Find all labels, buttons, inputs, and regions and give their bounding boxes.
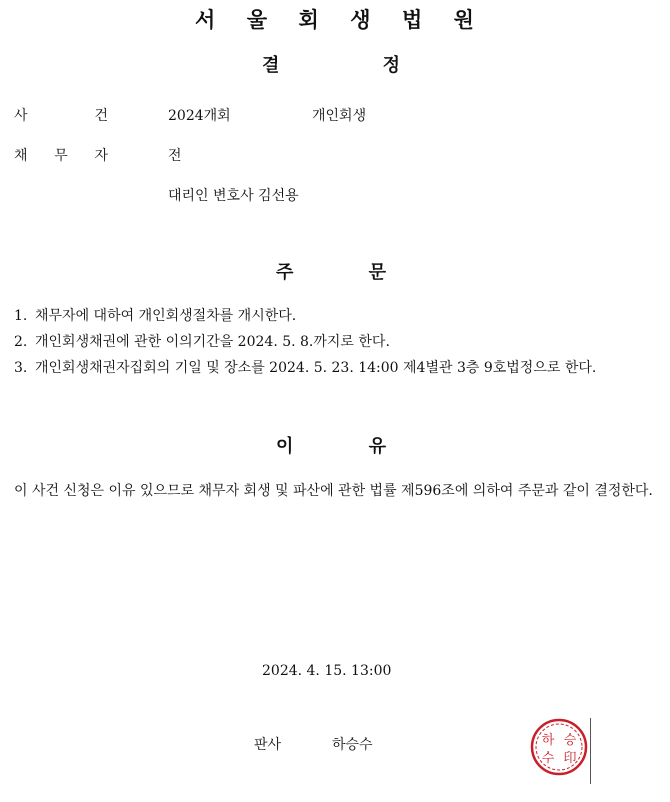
judge-name: 하승수	[332, 737, 373, 753]
order-heading	[276, 258, 386, 284]
court-name-char: 생	[350, 8, 372, 32]
court-name	[195, 4, 475, 34]
reason-text: 이 사건 신청은 이유 있으므로 채무자 회생 및 파산에 관한 법률 제596조에 의하여 주문과 같이 결정한다.	[14, 483, 653, 499]
order-heading-char: 주	[276, 262, 294, 283]
debtor-name: 전	[168, 148, 182, 164]
debtor-label-char: 무	[54, 148, 68, 164]
case-label-char: 건	[94, 108, 108, 124]
order-item	[14, 303, 654, 329]
case-label-char: 사	[14, 108, 28, 124]
judge-seal	[529, 717, 589, 777]
document-type	[262, 51, 400, 77]
reason-heading-char: 유	[368, 436, 386, 457]
svg-text:하: 하	[541, 733, 555, 748]
order-item-text: 개인회생채권자집회의 기일 및 장소를 2024. 5. 23. 14:00 제4별관 3층 9호법정으로 한다.	[35, 360, 597, 376]
case-type: 개인회생	[312, 108, 367, 124]
svg-text:印: 印	[563, 751, 577, 766]
order-item	[14, 355, 654, 381]
debtor-agent: 대리인 변호사 김선용	[168, 188, 299, 204]
margin-line	[590, 718, 591, 784]
case-label	[14, 106, 108, 126]
debtor-label-char: 채	[14, 148, 28, 164]
debtor-label	[14, 146, 108, 166]
document-type-char: 정	[382, 55, 400, 76]
case-number: 2024개회	[168, 108, 231, 124]
debtor-label-char: 자	[94, 148, 108, 164]
reason-heading	[276, 432, 386, 458]
order-item	[14, 329, 654, 355]
svg-text:수: 수	[541, 751, 555, 766]
court-name-char: 법	[401, 8, 424, 32]
court-name-char: 원	[453, 8, 475, 32]
court-name-char: 서	[195, 8, 217, 32]
order-item-number: 3.	[14, 360, 28, 376]
decision-datetime: 2024. 4. 15. 13:00	[262, 663, 392, 679]
order-item-text: 개인회생채권에 관한 이의기간을 2024. 5. 8.까지로 한다.	[35, 334, 390, 350]
order-item-number: 2.	[14, 334, 28, 350]
reason-heading-char: 이	[276, 436, 294, 457]
judge-title: 판사	[254, 737, 282, 753]
order-heading-char: 문	[368, 262, 386, 283]
order-item-number: 1.	[14, 308, 28, 324]
court-name-char: 울	[246, 8, 269, 32]
order-item-text: 채무자에 대하여 개인회생절차를 개시한다.	[35, 308, 297, 324]
document-type-char: 결	[262, 55, 280, 76]
court-name-char: 회	[298, 8, 320, 32]
svg-text:승: 승	[563, 733, 577, 748]
